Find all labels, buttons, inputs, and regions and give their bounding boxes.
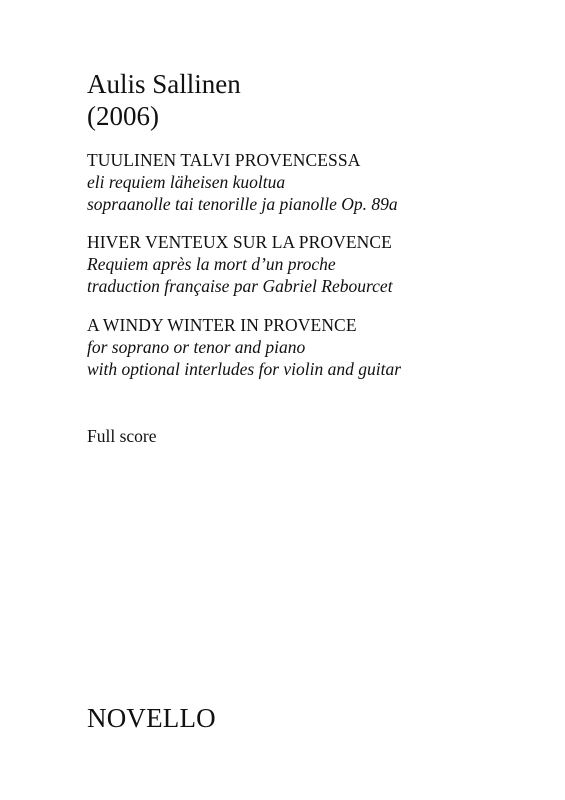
english-subtitle-2: with optional interludes for violin and guitar: [87, 359, 402, 379]
english-subtitle-1: for soprano or tenor and piano: [87, 337, 306, 357]
french-title-block: [87, 232, 393, 297]
french-subtitle-2: traduction française par Gabriel Rebourcet: [87, 276, 393, 296]
score-type: Full score: [87, 426, 157, 446]
finnish-title: TUULINEN TALVI PROVENCESSA: [87, 150, 361, 170]
composer-name: Aulis Sallinen: [87, 69, 241, 99]
finnish-title-block: [87, 150, 398, 215]
english-title-block: [87, 315, 401, 380]
publisher-name: NOVELLO: [87, 703, 216, 733]
finnish-subtitle-2: sopraanolle tai tenorille ja pianolle Op. 89a: [87, 194, 398, 214]
french-subtitle-1: Requiem après la mort d’un proche: [87, 254, 336, 274]
french-title: HIVER VENTEUX SUR LA PROVENCE: [87, 232, 392, 252]
english-title: A WINDY WINTER IN PROVENCE: [87, 315, 357, 335]
composition-year: (2006): [87, 101, 159, 131]
finnish-subtitle-1: eli requiem läheisen kuoltua: [87, 172, 286, 192]
composer-heading: [87, 68, 241, 132]
